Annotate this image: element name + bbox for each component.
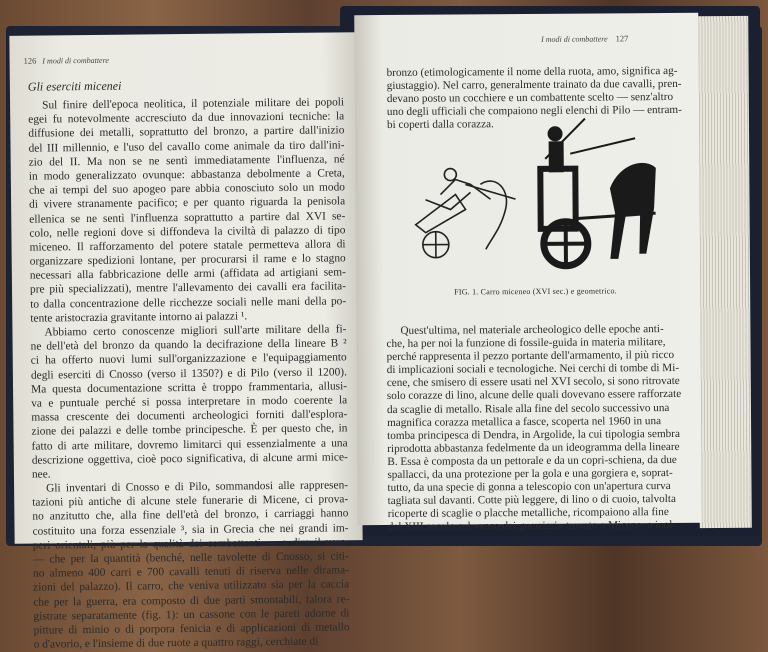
text-line: to dalla concentrazione delle ricchezze sociali nelle mani della po- <box>30 294 346 311</box>
text-line: magnifica corazza metallica a fasce, scoperta nel 1960 in una <box>387 415 655 430</box>
geometric-chariot-drawing <box>415 168 516 258</box>
text-line: gistrate separatamente (fig. 1): un cassone con le pareti adorne di <box>33 606 349 623</box>
text-line: ellenica se ne sentì l'influenza soprattutto a partire dal XVI se- <box>29 209 345 226</box>
text-line: cene, che smisero di essere usati nel XVI secolo, si sono ritrovate <box>387 375 655 390</box>
text-line: uno degli ufficiali che compaiono negli elenchi di Pilo — entram- <box>387 104 649 119</box>
running-head <box>541 33 628 44</box>
text-line: di implicazioni sociali e tecnologiche. Nei cerchi di tombe di Mi- <box>387 362 655 377</box>
text-line: che ai tempi del suo apogeo pare abbia conosciuto solo un modo <box>29 180 345 197</box>
body-text <box>28 95 350 652</box>
text-line: pitture di minio o di porpora fenicia e di applicazioni di metallo <box>34 620 350 637</box>
text-line: bronzo (etimologicamente il nome della ruota, amo, significa ag- <box>387 65 649 80</box>
text-line: di vivere stranamente pacifico; e per quanto riguarda la penisola <box>29 195 345 212</box>
text-line: tagliata sul davanti. Cotte più leggere, di lino o di cuoio, talvolta <box>388 493 656 508</box>
text-line: B. Essa è composta da un pettorale e da un copri-schiena, da due <box>387 454 655 469</box>
text-line: tazioni più antiche di alcune stele funerarie di Micene, ci prova- <box>32 493 348 510</box>
text-line: peri orientali, più per la qualità dei combattenti — a dire il vero, <box>33 535 349 552</box>
chariot-figure <box>395 113 656 275</box>
text-line: Ma questa documentazione scritta è troppo frammentaria, allusi- <box>31 379 347 396</box>
text-line: miceneo. Il rafforzamento del potere statale permetteva allora di <box>29 237 345 254</box>
text-line: — che per la quantità (benché, nelle tavolette di Cnosso, si citi- <box>33 549 349 566</box>
text-line: pre più specializzati), mentre l'allevamento dei cavalli era facilita- <box>30 280 346 297</box>
text-line: egei fu notevolmente accresciuto da due innovazioni tecniche: la <box>28 110 344 127</box>
text-line: o d'avorio, e l'insieme di due ruote a quattro raggi, cerchiate di <box>34 634 350 651</box>
text-line: descrizione oggettiva, cioè poco significativa, di alcune armi mice- <box>32 450 348 467</box>
text-line: Gli inventari di Cnosso e di Pilo, sommandosi alle rappresen- <box>32 478 348 495</box>
text-line: tente aristocrazia gravitante intorno ai palazzi ¹. <box>30 308 346 325</box>
running-head <box>24 55 109 66</box>
text-line: massa crescente dei documenti archeologici forniti dall'esplora- <box>31 407 347 424</box>
text-line: no anzitutto che, alla fine dell'età del bronzo, i carriaggi hanno <box>32 507 348 524</box>
text-line: fatto di arte militare, dovremo limitarci qui essenzialmente a una <box>32 436 348 453</box>
left-page <box>9 32 362 544</box>
text-line: diffusione dei metalli, soprattutto del bronzo, a partire dall'inizio <box>28 124 344 141</box>
text-line: zio del II. Ma non se ne sentì immediatamente l'influenza, né <box>29 152 345 169</box>
figure-caption: FIG. 1. Carro miceneo (XVI sec.) e geometrico. <box>454 286 617 296</box>
text-line: Quest'ultima, nel materiale archeologico delle epoche anti- <box>386 323 654 338</box>
text-line: tutto, da una specie di gonna a telescopio con un'apertura curva <box>387 480 655 495</box>
text-line: necessari alla fabbricazione delle armi (affidata ad artigiani sem- <box>30 266 346 283</box>
body-text <box>386 323 655 534</box>
text-line: costituito una forza essenziale ³, sia in Grecia che nei grandi im- <box>32 521 348 538</box>
text-line: no almeno 400 carri e 700 cavalli tenuti di riserva nelle dirama- <box>33 563 349 580</box>
text-line: spallacci, da una protezione per la gola e una gorgiera e, soprat- <box>387 467 655 482</box>
section-title: Gli eserciti micenei <box>28 79 122 95</box>
mycenaean-chariot-drawing <box>540 118 656 266</box>
text-line: degli eserciti di Cnosso (verso il 1350?) e di Pilo (verso il 1200). <box>31 365 347 382</box>
text-line: giustaggio). Nel carro, generalmente trainato da due cavalli, pren- <box>387 78 649 93</box>
text-line: in modo generalizzato ovunque: abbastanza debolmente a Creta, <box>29 166 345 183</box>
page-number: 126 <box>24 56 37 66</box>
text-line: riprodotta abbastanza fedelmente da un ideogramma della lineare <box>387 441 655 456</box>
text-line: solo corazze di lino, alcune delle quali dovevano essere rafforzate <box>387 389 655 404</box>
text-line: tomba principesca di Dendra, in Argolide, la cui tipologia sembra <box>387 428 655 443</box>
text-line: perché rappresenta il pezzo portante dell'armamento, il più ricco <box>387 349 655 364</box>
text-line: del III millennio, e l'uso del cavallo come animale da tiro dall'ini- <box>28 138 344 155</box>
text-line: va e puntuale perché si possa interpretare in modo coerente la <box>31 393 347 410</box>
text-line: del XIII secolo sul «vaso dei guerrieri» trovato a Micene, e inol- <box>388 520 656 535</box>
text-line: bi coperti dalla corazza. <box>387 118 649 133</box>
text-line: ci ha offerto nuovi lumi sull'organizzazione e l'equipaggiamento <box>31 351 347 368</box>
text-line: colo, nelle regioni dove si diffondeva la civiltà di palazzo di tipo <box>29 223 345 240</box>
text-line: Abbiamo certo conoscenze migliori sull'arte militare della fi- <box>30 322 346 339</box>
text-line: organizzare spedizioni lontane, per procurarsi il rame e lo stagno <box>30 251 346 268</box>
page-edges <box>696 16 752 528</box>
text-line: ricoperte di scaglie o placche metalliche, ricompaiono alla fine <box>388 506 656 521</box>
text-line: che, ha per noi la funzione di fossile-guida in materia militare, <box>386 336 654 351</box>
text-line: devano posto un cocchiere e un combattente scelto — senz'altro <box>387 91 649 106</box>
text-line: zioni del palazzo). Il carro, che veniva utilizzato sia per la caccia <box>33 578 349 595</box>
text-line: da scaglie di metallo. Risale alla fine del secolo successivo una <box>387 402 655 417</box>
right-page <box>354 13 702 525</box>
text-line: Sul finire dell'epoca neolitica, il potenziale militare dei popoli <box>28 95 344 112</box>
page-number: 127 <box>616 33 629 43</box>
text-line: nee. <box>32 464 348 481</box>
running-head-title: I modi di combattere <box>42 56 109 66</box>
text-line: che per la guerra, era composto di due parti smontabili, talora re- <box>33 592 349 609</box>
text-line: ne dell'età del bronzo da quando la decifrazione della lineare B ² <box>31 337 347 354</box>
running-head-title: I modi di combattere <box>541 34 608 43</box>
text-line: zione dei palazzi e delle tombe principesche. È per questo che, in <box>31 422 347 439</box>
